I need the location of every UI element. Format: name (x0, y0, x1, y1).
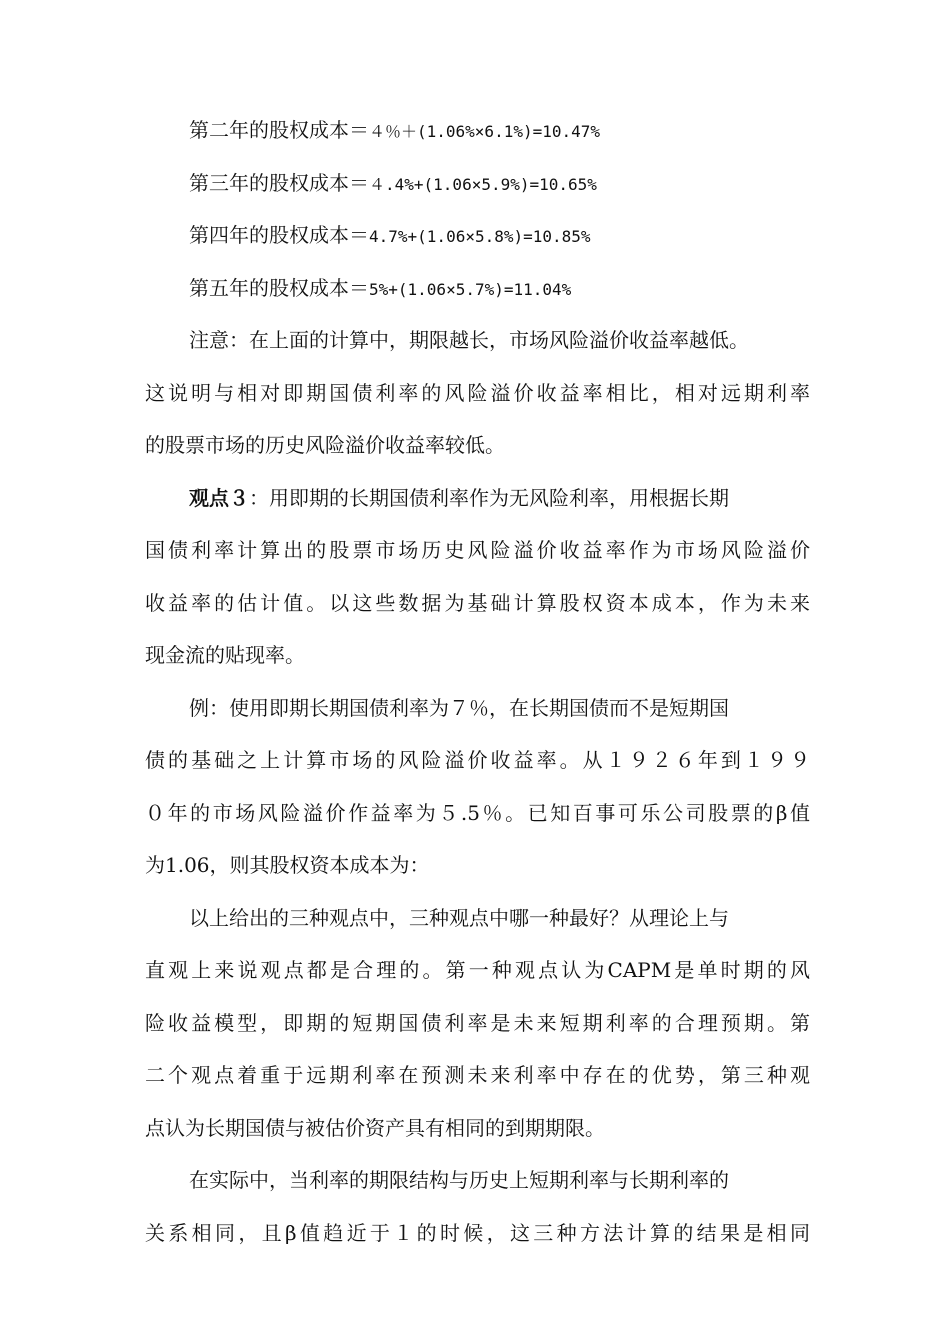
formula-line-5 (145, 262, 810, 315)
view3-line: 国债利率计算出的股票市场历史风险溢价收益率作为市场风险溢价 (145, 538, 810, 562)
formula-label: 第二年的股权成本＝ (189, 118, 369, 142)
practice-line: 在实际中，当利率的期限结构与历史上短期利率与长期利率的 (189, 1168, 729, 1192)
example-line: 为1.06，则其股权资本成本为： (145, 853, 430, 877)
formula-expression: ４.4%+(1.06×5.9%)=10.65% (369, 174, 597, 194)
discussion-line: 二个观点着重于远期利率在预测未来利率中存在的优势，第三种观 (145, 1063, 810, 1087)
discussion-line: 以上给出的三种观点中，三种观点中哪一种最好？从理论上与 (189, 905, 729, 930)
formula-line-2 (145, 104, 810, 157)
view3-first-line (145, 472, 810, 525)
formula-label: 第三年的股权成本＝ (189, 170, 369, 195)
formula-expression: 5%+(1.06×5.7%)=11.04% (369, 279, 572, 299)
formula-label: 第四年的股权成本＝ (189, 223, 369, 247)
practice-line: 关系相同，且β值趋近于１的时候，这三种方法计算的结果是相同 (145, 1220, 810, 1245)
example-line: 例：使用即期长期国债利率为７％，在长期国债而不是短期国 (189, 695, 729, 720)
view3-first-line-text: ：用即期的长期国债利率作为无风险利率，用根据长期 (249, 485, 729, 510)
formula-line-3 (145, 157, 810, 210)
view3-label: 观点３ (189, 485, 249, 510)
note-line: 这说明与相对即期国债利率的风险溢价收益率相比，相对远期利率 (145, 380, 810, 405)
formula-expression: ４％＋(1.06%×6.1%)=10.47% (369, 122, 601, 141)
discussion-line: 险收益模型，即期的短期国债利率是未来短期利率的合理预期。第 (145, 1010, 810, 1035)
note-line: 注意：在上面的计算中，期限越长，市场风险溢价收益率越低。 (189, 328, 749, 352)
example-line: 债的基础之上计算市场的风险溢价收益率。从１９２６年到１９９ (145, 748, 810, 772)
example-line: ０年的市场风险溢价作益率为５.5％。已知百事可乐公司股票的β值 (145, 800, 810, 825)
discussion-line: 直观上来说观点都是合理的。第一种观点认为CAPM是单时期的风 (145, 958, 810, 982)
formula-expression: 4.7%+(1.06×5.8%)=10.85% (369, 227, 591, 246)
formula-line-4 (145, 209, 810, 262)
document-body (145, 104, 810, 1259)
view3-line: 现金流的贴现率。 (145, 643, 305, 667)
formula-label: 第五年的股权成本＝ (189, 275, 369, 300)
view3-line: 收益率的估计值。以这些数据为基础计算股权资本成本，作为未来 (145, 590, 810, 615)
discussion-line: 点认为长期国债与被估价资产具有相同的到期期限。 (145, 1115, 605, 1140)
note-line: 的股票市场的历史风险溢价收益率较低。 (145, 433, 505, 457)
